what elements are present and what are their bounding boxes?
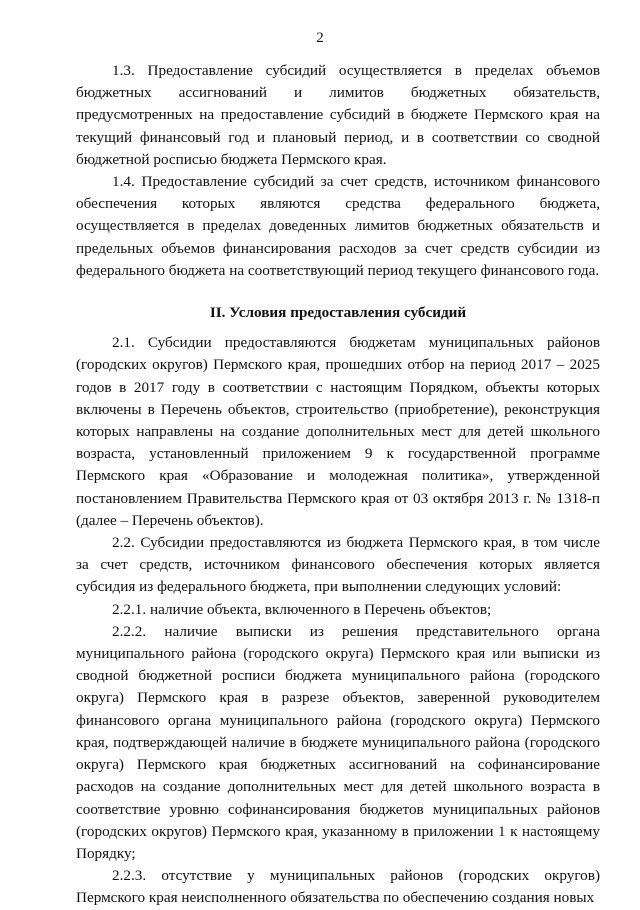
paragraph-2-2-1: 2.2.1. наличие объекта, включенного в Перечень объектов;: [112, 600, 492, 618]
paragraph-1-4: 1.4. Предоставление субсидий за счет средств, источником финансового обеспечения которых являются средства федерального бюджета, осуществляется в пределах доведенных лимитов бюджетных обязательств и предельных объемов финансирования расходов за счет средств субсидии из федерального бюджета на соответствующий период текущего финансового года.: [76, 173, 600, 279]
document-body: [76, 60, 600, 910]
paragraph-1-3: 1.3. Предоставление субсидий осуществляется в пределах объемов бюджетных ассигнований и лимитов бюджетных обязательств, предусмотренных на предоставление субсидий в бюджете Пермского края на текущий финансовый год и плановый период, и в соответствии со сводной бюджетной росписью бюджета Пермского края.: [76, 62, 600, 168]
paragraph-2-2-2: 2.2.2. наличие выписки из решения представительного органа муниципального района (городского округа) Пермского края или выписки из сводной бюджетной росписи бюджета муниципального района (городского округа) Пермского края в разрезе объектов, заверенной руководителем финансового органа муниципального района (городского округа) Пермского края, подтверждающей наличие в бюджете муниципального района (городского округа) Пермского края бюджетных ассигнований на софинансирование расходов на создание дополнительных мест для детей школьного возраста в соответствие уровню софинансирования бюджетов муниципальных районов (городских округов) Пермского края, указанному в приложении 1 к настоящему Порядку;: [76, 622, 600, 862]
paragraph-2-2: 2.2. Субсидии предоставляются из бюджета Пермского края, в том числе за счет средств, источником финансового обеспечения которых является субсидия из федерального бюджета, при выполнении следующих условий:: [76, 534, 600, 596]
section-heading: II. Условия предоставления субсидий: [209, 304, 467, 322]
paragraph-2-1: 2.1. Субсидии предоставляются бюджетам муниципальных районов (городских округов) Пермского края, прошедших отбор на период 2017 – 2025 годов в 2017 году в соответствии с настоящим Порядком, объекты которых включены в Перечень объектов, строительство (приобретение), реконструкция которых направлены на создание дополнительных мест для детей школьного возраста, установленный приложением 9 к государственной программе Пермского края «Образование и молодежная политика», утвержденной постановлением Правительства Пермского края от 03 октября 2013 г. № 1318-п (далее – Перечень объектов).: [76, 334, 600, 529]
page-number: 2: [316, 30, 324, 46]
paragraph-2-2-3: 2.2.3. отсутствие у муниципальных районов (городских округов) Пермского края неисполненного обязательства по обеспечению создания новых: [76, 867, 600, 907]
